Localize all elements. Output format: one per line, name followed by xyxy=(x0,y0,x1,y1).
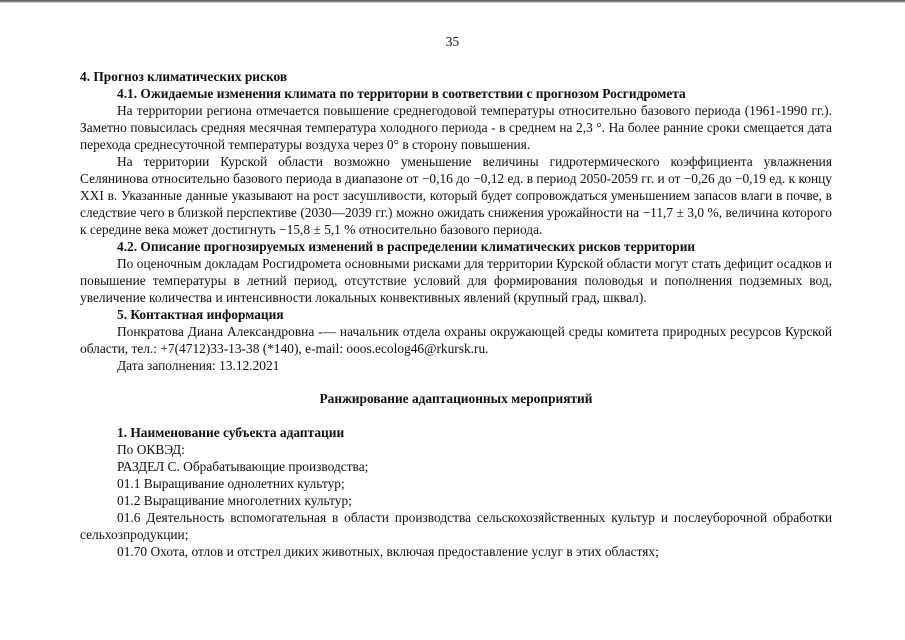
okved-item: 01.6 Деятельность вспомогательная в области производства сельскохозяйственных культур и послеуборочной обработки сельхозпродукции; xyxy=(80,510,832,542)
section-4-heading: 4. Прогноз климатических рисков xyxy=(80,69,288,84)
okved-item: 01.70 Охота, отлов и отстрел диких животных, включая предоставление услуг в этих областях; xyxy=(117,544,659,559)
scan-edge xyxy=(0,0,905,3)
section-4-1-heading: 4.1. Ожидаемые изменения климата по территории в соответствии с прогнозом Росгидромета xyxy=(117,86,686,101)
adaptation-subject-heading: 1. Наименование субъекта адаптации xyxy=(117,425,345,440)
fill-date: Дата заполнения: 13.12.2021 xyxy=(117,358,280,373)
section-4-2-heading: 4.2. Описание прогнозируемых изменений в распределении климатических рисков территории xyxy=(117,239,696,254)
document-body xyxy=(80,68,832,560)
section-5-heading: 5. Контактная информация xyxy=(117,307,284,322)
okved-label: По ОКВЭД: xyxy=(117,442,185,457)
ranking-title: Ранжирование адаптационных мероприятий xyxy=(319,391,593,406)
okved-item: 01.2 Выращивание многолетних культур; xyxy=(117,493,352,508)
okved-item: 01.1 Выращивание однолетних культур; xyxy=(117,476,345,491)
okved-item: РАЗДЕЛ С. Обрабатывающие производства; xyxy=(117,459,369,474)
paragraph-risks: По оценочным докладам Росгидромета основными рисками для территории Курской области могут стать дефицит осадков и повышение температуры в летний период, отсутствие условий для формирования половодья и пополнения подземных вод, увеличение количества и интенсивности локальных конвективных явлений (крупный град, шквал). xyxy=(80,256,832,305)
page-number: 35 xyxy=(445,34,460,49)
contact-info: Понкратова Диана Александровна -— начальник отдела охраны окружающей среды комитета природных ресурсов Курской области, тел.: +7(4712)33-13-38 (*140), e-mail: ooos.ecolog46@rkursk.ru. xyxy=(80,324,832,356)
paragraph-temperature: На территории региона отмечается повышение среднегодовой температуры относительно базового периода (1961-1990 гг.). Заметно повысилась средняя месячная температура холодного периода - в среднем на 2,3 °. На более ранние сроки смещается дата перехода среднесуточной температуры воздуха через 0° в сторону повышения. xyxy=(80,103,832,152)
paragraph-humidity: На территории Курской области возможно уменьшение величины гидротермического коэффициента увлажнения Селянинова относительно базового периода в диапазоне от −0,16 до −0,12 ед. в период 2050-2059 гг. и от −0,26 до −0,19 ед. к концу XXI в. Указанные данные указывают на рост засушливости, который будет сопровождаться уменьшением запасов влаги в почве, в следствие чего в близкой перспективе (2030—2039 гг.) можно ожидать снижения урожайности на −11,7 ± 3,0 %, величина которого к середине века может достигнуть −15,8 ± 5,1 % относительно базового периода. xyxy=(80,154,832,237)
